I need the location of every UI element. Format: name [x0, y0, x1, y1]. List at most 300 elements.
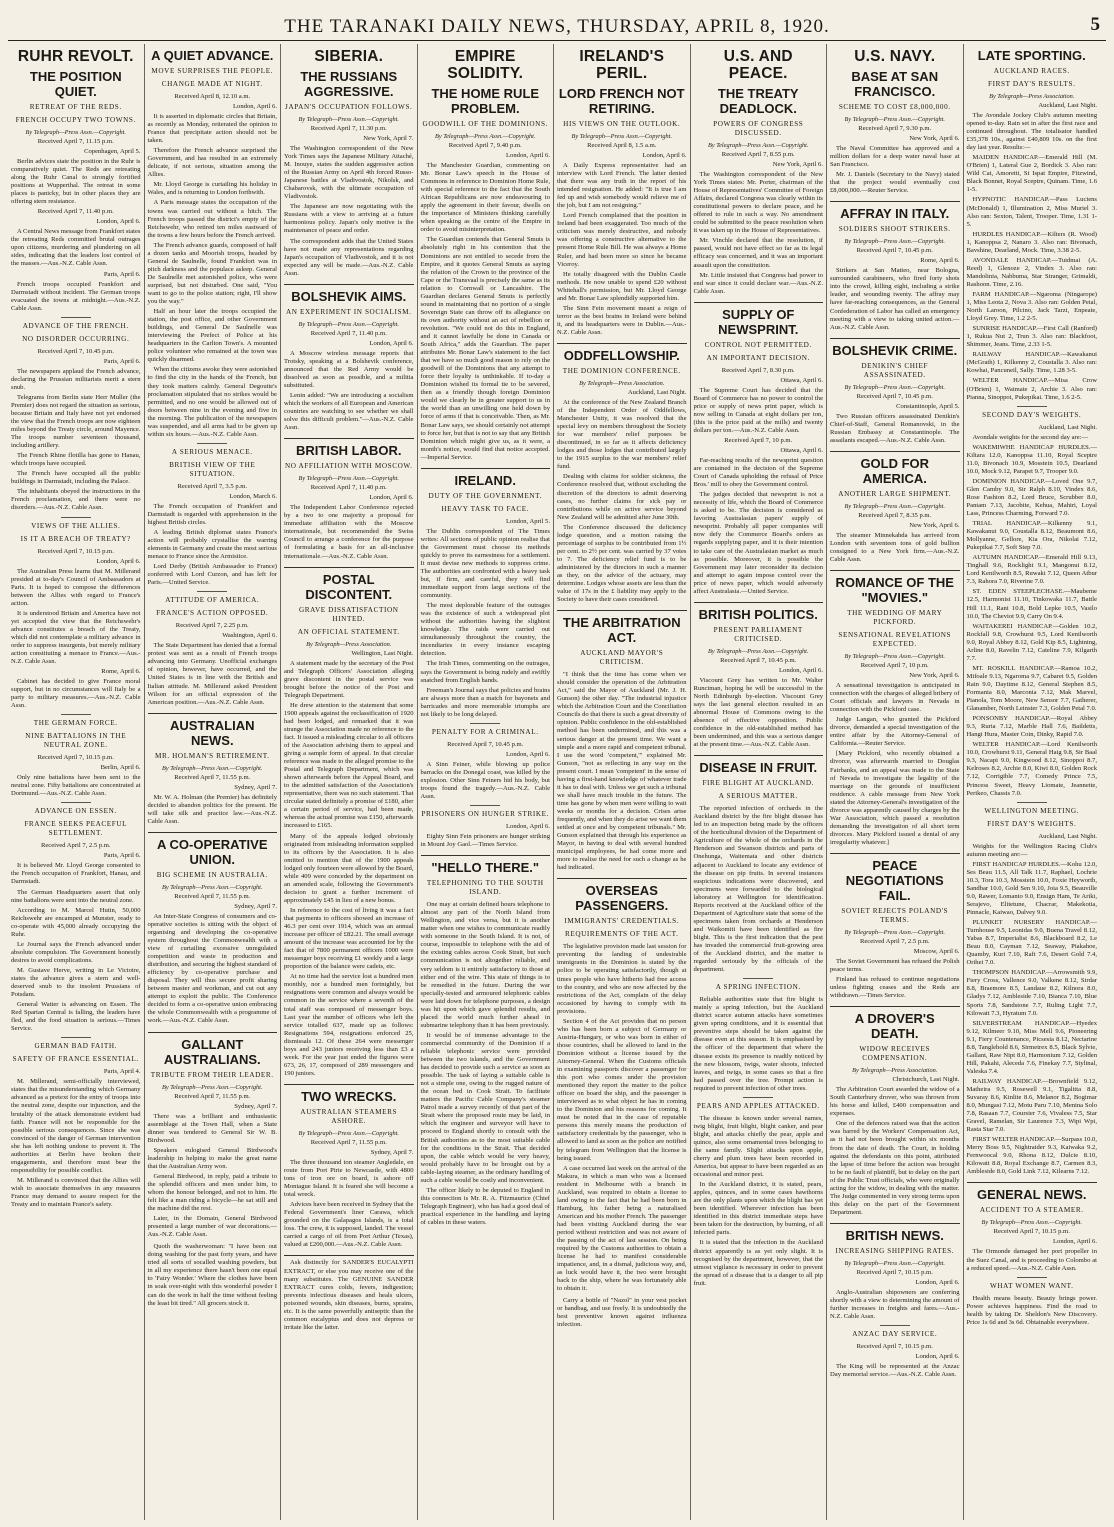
article-headline: GALLANT AUSTRALIANS. — [163, 1036, 261, 1067]
article-subheading: FRANCE SEEKS PEACEFUL SETTLEMENT. — [24, 820, 128, 838]
section-rule — [61, 517, 91, 518]
article-paragraph: The Soviet Government has refused the Polish peace terms. — [830, 957, 960, 974]
article-separator — [284, 1084, 414, 1085]
article-headline: GOLD FOR AMERICA. — [860, 455, 930, 486]
article-paragraph: A Sinn Feiner, while blowing up police barracks on the Donegal coast, was killed by the explosion. Other Sinn Feiners hid his body, but troops found the tragedy.—Aus.-N.Z. Cable Assn. — [420, 760, 550, 800]
article-paragraph: A Moscow wireless message reports that Trotsky, speaking at a Bolshevik conference, announced that the Red Army would be dissolved as soon as possible, and a militia substituted. — [284, 349, 414, 389]
article-paragraph: The French occupation of Frankfort and Darmstadt is regarded with apprehension in the highest British circles. — [147, 502, 277, 526]
dateline: London, April 6. — [506, 152, 550, 159]
dateline: New York, April 6. — [909, 135, 960, 142]
dateline: London, April 6. — [506, 823, 550, 831]
article-headline: LORD FRENCH NOT RETIRING. — [558, 86, 685, 116]
article-paragraph: The Naval Committee has approved and a million dollars for a deep water naval base at San Francisco. — [830, 145, 960, 169]
received-time: Received April 7, 9.30 p.m. — [858, 125, 932, 132]
article-paragraph: HURDLES HANDICAP.—Kilters (R. Wood) 1, Kanoppsa 2, Nanaro 3. Also ran: Bivonach, Bavshine, Dearland, Mock. Time, 3.38 2-5. — [966, 230, 1097, 254]
section-rule — [743, 1097, 773, 1098]
article-headline: IRELAND'S PERIL. — [579, 48, 665, 82]
dateline: Washington, April 6. — [222, 632, 277, 640]
article-headline: AUSTRALIAN NEWS. — [170, 717, 255, 748]
article-paragraph: The Independent Labor Conference rejected by a two to one majority a proposal for immediate affiliation with the Moscow internationale, but recommended the Swiss Council to arrange a conference for the purpose of formulating a basis for an all-inclusive internationale.—Aus.-N.Z. Cable Assn. — [284, 504, 414, 560]
article-paragraph: Mr. Lloyd George is curtailing his holiday in Wales, and is returning to London forthwith. — [147, 181, 277, 197]
page-number: 5 — [1090, 14, 1100, 35]
article-subheading: AUSTRALIAN STEAMERS ASHORE. — [300, 1107, 398, 1125]
byline: By Telegraph—Press Assn.—Copyright. — [434, 133, 536, 140]
article-paragraph: A Central News message from Frankfort states the retreating Reds committed brutal outrages upon citizens, murdering and plundering on all sides, indicating that the leaders lost control of the masses.—Aus.-N.Z. Cable Assn. — [11, 228, 141, 268]
dateline: Christchurch, Last Night. — [892, 1076, 960, 1084]
article-headline: ODDFELLOWSHIP. — [563, 347, 680, 363]
article-headline: PEACE NEGOTIATIONS FAIL. — [845, 857, 944, 903]
article-paragraph: DOMINION HANDICAP.—Loved One 9.7, Glen Camby 9.0, Sir Ralph 8.10, Vindex 8.6, Rose Fashion 8.2, Lord Bruce, Scrubber 8.0, Pantam 7.13, Jacobite, Kehua, Mahiri, Loyal Lass, Princess Charming, Forward 7.0. — [966, 477, 1097, 518]
article-subheading: PRESENT PARLIAMENT CRITICISED. — [713, 625, 803, 643]
article-paragraph: Reliable authorities state that fire blight is mainly a spring infection, but the Auckland district scarce autumn attacks have sometimes given spring conditions, and it is essential that preventive steps should be taken against the disease even at this season. It is emphasised by the officer of the department that where the disease exists its presence is readily noticed by the new blossom, twigs, water shoots, infected leaves, and twigs, in some cases so that a fire had passed over the tree. Prompt action is required to prevent infection of other trees. — [693, 996, 823, 1092]
article-headline: RUHR REVOLT. — [17, 48, 134, 65]
article-subheading: CONTROL NOT PERMITTED. — [704, 340, 812, 349]
article-paragraph: The Dublin correspondent of The Times writes: All sections of public opinion realise that the Government must choose its methods quickly to prove its earnestness for a settlement. It must devise new methods to suppress crime. The authorities are confronted with a heavy task but, if firm, and careful, they will find immediate support from large sections of the community. — [420, 527, 550, 600]
article-paragraph: The Guardian contends that General Smuts is absolutely right in his contention that the Dominions are not entitled to secede from the Empire, and it quotes General Smuts as saying the relation of the Crown to the province of the Cape or the Transvaal is precisely the same as its relation to Cornwall or Lancashire. The Guardian declares General Smuts is perfectly sound in maintaining that no portion of a single Sovereign State can throw off its allegiance on its own authority without an act of rebellion or revolution. "We could not do this in England, and it cannot lawfully be done in Canada or South Africa," adds the Guardian. The paper attributes Mr. Bonar Law's statement to the fact that we have so much good reason to rely on the goodwill of the Dominions that any attempt to force their loyalty is unthinkable. If to-day a Dominion wished its formal tie to be severed, then as a friendly though foreign Dominion would we clearly be in greater support to us in the world than an unwilling one held down by force of arms if that is conceivable. Then, as Mr. Bonar Law says, we should certainly not attempt to force her, but that is not to say that any British Dominion which might give us, as it were, a month's notice, would find that notice accepted.—Imperial Service. — [420, 236, 550, 461]
article-paragraph: Cabinet has decided to give France moral support, but in no circumstances will Italy be a party to military measures.—Aus.-N.Z. Cable Assn. — [11, 678, 141, 710]
article-paragraph: A Paris message states the occupation of the towns was carried out without a hitch. The French troops passed the district's empty of the Reichswehr, who retired ten miles eastward of the towns a few hours before the French arrived. — [147, 199, 277, 239]
article-headline: AFFRAY IN ITALY. — [840, 206, 950, 222]
article-paragraph: ST. EDEN STEEPLECHASE.—Maubeme 12.5, Harmonist 11.10, Tinkowaka 11.7, Battle Hill 11.1, Rani 10.8, Bold Lepke 10.5, Vasilo 10.0, The Cheviot 9.9, Carry On 9.4. — [966, 588, 1097, 620]
dateline: Sydney, April 7. — [370, 1148, 414, 1156]
article-subheading: AUCKLAND RACES. — [993, 67, 1070, 75]
received-time: Received April 7, 10.45 p.m. — [37, 347, 114, 355]
received-time: Received April 7, 8.35 p.m. — [858, 511, 932, 519]
dateline: Paris, April 6. — [103, 852, 141, 860]
dateline: New York, April 7. — [363, 135, 414, 142]
received-time: Received April 7, 3.5 p.m. — [177, 482, 248, 490]
article-paragraph: One of the defences raised was that the action was barred by the Workers' Compensation Act, as it had not been brought within six months from the date of death. The Court, in holding against the defendants on this point, attributed the lapse of time before the action was brought to be no fault of plaintiff, but to delay on the part of the Public Trust officials, who were originally acting for the widow, in dealing with the matter. The Judge commented in very strong terms upon this delay on the part of the Government Department. — [830, 1120, 960, 1216]
article-subheading: A SPRING INFECTION. — [715, 983, 801, 992]
article-paragraph: Half an hour later the troops occupied the station, the post office, and other Government buildings, and General De Saulnelle was interviewing the Prefect of Police at his headquarters in the Carlton Town's. A mounted police volunteer who remained at the town was quickly disarmed. — [147, 308, 277, 364]
article-subheading: WIDOW RECEIVES COMPENSATION. — [859, 1045, 931, 1063]
article-separator — [830, 570, 960, 571]
article-paragraph: Avondale weights for the second day are:— — [972, 433, 1089, 441]
article-paragraph: Weights for the Wellington Racing Club's autumn meeting are:— — [966, 842, 1097, 858]
article-paragraph: The most deplorable feature of the outrages was the existence of such a widespread plot without the authorities having the slightest knowledge. The raids were carried out simultaneously throughout the country, the incendiaries in every instance escaping detection. — [420, 602, 550, 658]
article-subheading: PENALTY FOR A CRIMINAL. — [431, 727, 539, 736]
dateline: London, March 6. — [229, 492, 277, 500]
dateline: London, April 6. — [369, 339, 414, 347]
article-paragraph: Carry a bottle of "Nazol" in your vest pocket or handbag, and use freely. It is undoubtedly the best preventive known against influenza infection. — [557, 1297, 687, 1329]
article-separator — [148, 1032, 278, 1033]
article-subheading: ANZAC DAY SERVICE. — [852, 1330, 938, 1339]
article-paragraph: Later, in the Domain, General Birdwood presented a large number of war decorations.—Aus.-N.Z. Cable Assn. — [147, 1215, 277, 1239]
article-paragraph: The newspapers applaud the French advance, declaring the Prussian militarists merit a stern snub. — [11, 367, 141, 391]
article-subheading: AUCKLAND MAYOR'S CRITICISM. — [580, 649, 664, 667]
received-time: Received April 7, 2.5 p.m. — [40, 842, 111, 850]
section-rule — [197, 443, 227, 444]
masthead — [8, 14, 1106, 41]
byline: By Telegraph—Press Assn.—Copyright. — [981, 1219, 1083, 1227]
article-subheading: ACCIDENT TO A STEAMER. — [979, 1206, 1084, 1215]
column-3 — [281, 44, 418, 1520]
article-paragraph: The King will be represented at the Anzac Day memorial service.—Aus.-N.Z. Cable Assn. — [830, 1363, 960, 1379]
article-paragraph: It would be of immense advantage to the commercial community of the Dominion if a reliable telephonic service were provided between the two islands, and the Government has decided to provide such a service as soon as possible. The task of laying a suitable cable is not a simple one, owing to the rugged nature of the ocean bed in Cook Strait. To facilitate matters the Pacific Cable Company's steamer Patrol made a survey recently of that part of the Strait where the proposed route may be laid, in which the engineer and surveyor will have to proceed to England shortly to consult with the British authorities as to the most suitable cable for the conditions in the Strait. That decided upon, the cable which would be very heavy, would probably have to be brought out by a cable-laying steamer, as the ordinary handling of such a cable would be costly and inconvenient. — [420, 1031, 550, 1184]
article-paragraph: The Washington correspondent of the New York Times states: Mr. Porter, chairman of the House of Representatives' Committee of Foreign Affairs, declared Congress was clearly within its constitutional powers to declare peace, and he offered to rule in such a way. No amendment could be submitted to the peace resolution when it was taken up in the House of Representatives. — [693, 171, 823, 235]
article-paragraph: M. Millerand, semi-officially interviewed, states that the misunderstanding which Germany advanced as a pretext for the entry of troops into the neutral zone, despite our injunction, and the brutality of the attack demonstrate evident bad faith. France will not be responsible for the possible serious consequences. Since she was convinced of the danger of German intervention she has left nothing undone to prevent it. The authorities at Berlin have broken their engagements, and therefore must bear the responsibility for possible conflict. — [11, 1078, 141, 1174]
article-paragraph: The correspondent adds that the United States have not made any representations regarding Japan's occupation of Vladivostok, and it is not expected any will be made.—Aus.-N.Z. Cable Assn. — [284, 237, 414, 277]
article-subheading: ADVANCE OF THE FRENCH. — [22, 321, 129, 330]
article-separator — [148, 713, 278, 714]
received-time: Received April 7, 10 p.m. — [724, 436, 793, 444]
article-separator — [830, 201, 960, 202]
article-separator — [284, 567, 414, 568]
article-separator — [830, 338, 960, 339]
article-headline: IRELAND. — [454, 472, 516, 488]
article-headline: THE RUSSIANS AGGRESSIVE. — [300, 69, 398, 99]
article-separator — [148, 832, 278, 833]
received-time: Received April 7, 10.15 p.m. — [856, 1268, 933, 1276]
article-paragraph: The Arbitration Court awarded the widow of a South Canterbury drover, who was thrown from his horse and killed, £400 compensation and expenses. — [830, 1086, 960, 1118]
column-8 — [964, 44, 1101, 1520]
column-2 — [145, 44, 282, 1520]
article-paragraph: Therefore the French advance surprised the Government, and has resulted in an extremely delicate, if not serious, situation among the Allies. — [147, 147, 277, 179]
article-paragraph: AVONDALE HANDICAP.—Tuidmai (A. Reed) 1, Glenoze 2, Vindex 3. Also ran: Mandolinia, Nabbuma, Star Stranger, Grimaldi, Rashoon. Time, 2.16. — [966, 256, 1097, 288]
article-subheading: VIEWS OF THE ALLIES. — [31, 521, 121, 530]
dateline: Auckland, Last Night. — [627, 388, 687, 396]
article-subheading: JAPAN'S OCCUPATION FOLLOWS. — [285, 103, 413, 111]
article-paragraph: The Manchester Guardian, commenting on Mr. Bonar Law's speech in the House of Commons in reference to Dominion Home Rule, with special reference to the fact that the South African Republicans are now endeavouring to apply the agreement in their favour, dwells on the importance of Ministers thinking carefully when speaking as the centre of the Empire in order to avoid misinterpretation. — [420, 162, 550, 234]
article-headline: "HELLO THERE." — [431, 860, 540, 876]
article-headline: EMPIRE SOLIDITY. — [447, 48, 524, 82]
article-headline: POSTAL DISCONTENT. — [305, 571, 393, 602]
article-headline: BRITISH NEWS. — [845, 1227, 944, 1243]
article-subheading: SENSATIONAL REVELATIONS EXPECTED. — [838, 631, 952, 649]
article-headline: THE HOME RULE PROBLEM. — [431, 86, 540, 116]
article-separator — [830, 853, 960, 854]
received-time: Received April 7, 10.15 p.m. — [37, 754, 114, 762]
article-paragraph: The Avondale Jockey Club's autumn meeting opened to-day. Rain set in after the first race and continued throughout. The totalisator handled £35,378 10s., against £40,809 10s. on the first day last year. Results:— — [966, 112, 1097, 152]
article-paragraph: M. Gustave Herve, writing in Le Victoire, states the advance gives a stern and well-deserved snub to the insolent Prussians of Potsdam. — [11, 966, 141, 999]
article-paragraph: M. Millerand is convinced that the Allies will wish to associate themselves in any measures France may demand to assure respect for the Treaty and to maintain France's safety. — [11, 1176, 141, 1209]
byline: By Telegraph—Press Assn.—Copyright. — [571, 133, 673, 140]
article-paragraph: The Japanese are now negotiating with the Russians with a view to arriving at a future harmonious policy. Japan's only motive is the maintenance of peace and order. — [284, 203, 414, 235]
article-paragraph: The judges decided that newsprint is not a necessity of life, which the Board of Commerce is asked to be. The decision is considered as favoring Australasian papers' supply of newsprint. Probably all paper companies will now defy the Commerce Board's orders as regards supplying paper, and it is their intention to take care of the Australasian market as much as possible. Moreover, it is possible the Government may later reconsider its decision and attempt to again impose control over the price of news paper, which would adversely affect Australasia.—United Service. — [693, 491, 823, 595]
article-subheading: FIRST DAY'S RESULTS. — [987, 80, 1076, 88]
article-paragraph: Finland has refused to continue negotiations unless fighting ceases and the Reds are withdrawn.—Times Service. — [830, 976, 960, 1000]
article-subheading: PRISONERS ON HUNGER STRIKE. — [421, 810, 550, 819]
received-time: Received April 7, 2.5 p.m. — [859, 937, 930, 945]
article-paragraph: Berlin advices state the position in the Ruhr is comparatively quiet. The Reds are retreating along the Ruhr Canal to strongly fortified positions at Wupperthal. The retreat in some places is panicky, but in other places they are offering stern resistance. — [11, 158, 141, 206]
article-paragraph: A sensational investigation is anticipated in connection with the charges of alleged bribery of Court officials and lawyers in Nevada in connection with the Pickford case. — [830, 682, 960, 714]
article-subheading: A SERIOUS MATTER. — [718, 792, 798, 801]
byline: By Telegraph—Press Association. — [852, 1067, 938, 1075]
received-time: Received April 7, 2.25 p.m. — [175, 622, 249, 630]
article-paragraph: There was a brilliant and enthusiastic assemblage at the Town Hall, when a State dinner was tendered to General Sir W. B. Birdwood. — [147, 1112, 277, 1144]
article-subheading: RETREAT OF THE REDS. — [29, 103, 122, 111]
article-headline: U.S. NAVY. — [854, 48, 936, 65]
byline: By Telegraph—Press Association. — [306, 640, 392, 648]
dateline: London, April 6. — [915, 1353, 960, 1361]
article-paragraph: Advices have been received in Sydney that the Federal Government's liner Carawa, which grounded on the Galapagos Islands, is a total loss. The crew, it is supposed, landed. The vessel carried a cargo of oil from Port Arthur (Texas), valued at £200,000.—Aus.-N.Z. Cable Assn. — [284, 1201, 414, 1249]
byline: By Telegraph—Press Assn.—Copyright. — [161, 764, 263, 772]
article-subheading: SCHEME TO COST £8,000,000. — [838, 103, 951, 111]
article-subheading: FRANCE'S ACTION OPPOSED. — [156, 609, 269, 618]
article-subheading: BIG SCHEME IN AUSTRALIA. — [156, 870, 268, 879]
received-time: Received April 8, 1.5 a.m. — [587, 142, 657, 149]
dateline: London, April 6. — [96, 218, 141, 226]
article-paragraph: French troops occupied Frankfort and Darmstadt without incident. The German troops evacuated the towns at midnight.—Aus.-N.Z. Cable Assn. — [11, 280, 141, 312]
article-paragraph: THOMPSON HANDICAP.—Arrowsmith 9.9, Fiery Cross, Vallence 9.0, Valkene 8.12, Sirdar 8.8, Braemore 8.5, Landaue 8.2, Kilnora 8.0, Gladys 7.12, Ambleside 7.10, Bianca 7.10, Blue Sports 7.8, Sandstone 7.7, Ruling Light 7.7, Kilowatt 7.3, Hyratum 7.0. — [966, 969, 1097, 1017]
article-separator — [421, 468, 551, 469]
column-4 — [418, 44, 555, 1520]
byline: By Telegraph—Press Assn.—Copyright. — [844, 928, 946, 936]
article-paragraph: Mr. J. Daniels (Secretary to the Navy) stated that the project would eventually cost £8,000,000.—Reuter Service. — [830, 171, 960, 195]
article-subheading: NO AFFILIATION WITH MOSCOW. — [284, 462, 413, 471]
dateline: Paris, April 6. — [103, 357, 141, 365]
article-paragraph: TRIAL HANDICAP.—Kilkenny 9.1, Kawakanui 9.0, Coustalla 8.12, Beaumont 8.6, Mollyanne, Gellore, Kia Ora, Nikolai 7.12, Pukepikai 7.7, Soft Step 7.0. — [966, 520, 1097, 552]
article-paragraph: According to M. Marcel Hutin, 50,000 Reichswehr are encamped at Munster, ready to co-operate with 45,000 already occupying the Ruhr. — [11, 906, 141, 938]
received-time: Received April 7, 11.55 p.m. — [310, 1138, 387, 1146]
article-paragraph: The Conference discussed the deficiency lodge question, and a motion raising the percentage of surplus to be contributed from 1½ per cent. to 2½ per cent. was carried by 37 votes to 7. The deficiency relief fund is to be administered by the directors in such a manner as they, on the advice of the actuary, may determine. Lodges whose assets are less than the value of 17s in the £ liability may apply to the Society to have their cases considered. — [557, 523, 687, 604]
article-paragraph: SILVERSTREAM HANDICAP.—Hyedex 9.12, Kilmeer 9.10, Miss Mell 9.6, Pioneering 9.1, Fiery Countenance, Picsesia 8.12, Nectarine 8.8, Tanglehold 8.6, Sirmetrex 8.5, Black Sylvie, Gallant, Raw Nipt 8.0, Harmonium 7.12, Golden Hill, Pakahi, Aleceda 7.6, Finekay 7.7, Stylinal, Valeska 7.4. — [966, 1019, 1097, 1075]
article-headline: OVERSEAS PASSENGERS. — [575, 883, 669, 914]
article-headline: GENERAL NEWS. — [976, 1187, 1087, 1203]
article-separator — [284, 284, 414, 285]
article-subheading: SAFETY OF FRANCE ESSENTIAL. — [12, 1055, 139, 1064]
dateline: Sydney, April 7. — [234, 783, 277, 791]
article-paragraph: Mr. Vinchle declared that the resolution, if passed, would not have effect so far as its legal efficacy was concerned, and it was an important assault upon the constitution. — [693, 237, 823, 269]
byline: By Telegraph—Press Assn.—Copyright. — [161, 1083, 263, 1091]
article-subheading: A SERIOUS MENACE. — [171, 447, 253, 456]
article-headline: U.S. AND PEACE. — [723, 48, 793, 82]
received-time: Received April 7, 9.40 p.m. — [448, 142, 522, 149]
article-subheading: CHANGE MADE AT NIGHT. — [161, 80, 263, 88]
section-rule — [61, 1037, 91, 1038]
section-rule — [61, 802, 91, 803]
article-subheading: THE GERMAN FORCE. — [33, 719, 118, 728]
received-time: Received April 7, 10.15 p.m. — [993, 1228, 1070, 1236]
article-paragraph: The Supreme Court has decided that the Board of Commerce has no power to control the price or supply of news print paper, which is now selling in Canada at eight dollars per ton, (this is the price paid at the mills) and twenty dollars per ton.—Aus.-N.Z. Cable Assn. — [693, 386, 823, 434]
byline: By Telegraph—Press Association. — [989, 93, 1075, 100]
article-paragraph: Eighty Sinn Fein prisoners are hunger striking in Mount Joy Gaol.—Times Service. — [420, 833, 550, 849]
article-paragraph: The French have occupied all the public buildings in Darmstadt, including the Palace. — [11, 470, 141, 486]
dateline: London, April 5. — [506, 517, 550, 525]
article-headline: BASE AT SAN FRANCISCO. — [851, 69, 939, 99]
received-time: Received April 7, 10.45 p.m. — [856, 392, 933, 400]
article-separator — [967, 1182, 1098, 1183]
dateline: Auckland, Last Night. — [1038, 102, 1097, 109]
dateline: New York, April 6. — [909, 672, 960, 680]
article-paragraph: PLUNKET NURSERY HANDICAP.—Turnhouse 9.5, Leonidas 9.0, Buena Travel 8.12, Yabas 8.7, Imperialist 8.6, Blackboard 8.2, Le Beau 8.0, Cayman 7.12, Seaway, Piakahoe, Quamby, Kuri 7.10, Raft 7.6, Desert Gold 7.4, Orihei 7.0. — [966, 919, 1097, 967]
article-headline: SUPPLY OF NEWSPRINT. — [718, 306, 799, 337]
section-rule — [470, 805, 500, 806]
article-paragraph: General Birdwood, in reply, paid a tribute to the splendid officers and men under him, to whom the honour belonged, and not to him. He felt like a man riding a bicycle—he sat still and the machine did the rest. — [147, 1172, 277, 1213]
article-subheading: ATTITUDE OF AMERICA. — [165, 596, 260, 605]
section-rule — [1017, 1277, 1047, 1278]
article-separator — [694, 302, 824, 303]
dateline: London, April 6. — [1053, 1238, 1097, 1246]
article-paragraph: The three thousand ton steamer Angledale, en route from Port Pirie to Newcastle, with 4800 tons of iron ore on board, is ashore off Montague Island. It is feared she will become a total wreck. — [284, 1158, 414, 1199]
article-paragraph: He totally disagreed with the Dublin Castle methods. He now unable to spend £20 without Whitehall's permission, but Mr. Lloyd George and Mr. Bonar Law splendidly supported him. — [557, 270, 687, 302]
article-paragraph: Ask distinctly for SANDER'S EUCALYPTI EXTRACT, or else you may receive one of the many substitutes. The GENUINE SANDER EXTRACT cures colds, fevers, indigestion; prevents infectious diseases and heals ulcers, poisoned wounds, skin diseases, burns, sprains, etc. It is the same powerfully antiseptic than the common eucalyptus and does not depress or irritate like the latter. — [284, 1259, 414, 1331]
article-subheading: PEARS AND APPLES ATTACKED. — [696, 1101, 820, 1110]
received-time: Received April 7, 11.55 p.m. — [174, 1092, 251, 1100]
article-paragraph: Only nine battalions have been sent to the neutral zone. Fifty battalions are concentrated at Dortmund.—Aus.-N.Z. Cable Assn. — [11, 774, 141, 798]
dateline: London, April 6. — [642, 152, 687, 159]
article-subheading: FRENCH OCCUPY TWO TOWNS. — [15, 116, 136, 124]
masthead-title: THE TARANAKI DAILY NEWS, THURSDAY, APRIL 8, 1920. — [284, 16, 830, 37]
article-paragraph: The State Department has denied that a formal protest was sent as a result of French troops advancing into Germany. Unofficial exchanges of opinion, however, have occurred, and the United States is in line with the British and Italian attitude. M. Millerand asked President Wilson for an official expression of the American position.—Aus.-N.Z. Cable Assn. — [147, 642, 277, 706]
byline: By Telegraph—Press Assn.—Copyright. — [844, 653, 946, 661]
article-subheading: INCREASING SHIPPING RATES. — [835, 1246, 955, 1255]
received-time: Received April 7, 10.15 p.m. — [37, 547, 114, 555]
dateline: Constantinople, April 5. — [896, 402, 960, 410]
section-rule — [880, 1325, 910, 1326]
received-time: Received April 7, 11.40 p.m. — [37, 208, 114, 216]
article-headline: THE ARBITRATION ACT. — [562, 615, 681, 646]
byline: By Telegraph—Press Assn.—Copyright. — [844, 1259, 946, 1267]
received-time: Received April 7, 8.55 p.m. — [721, 151, 795, 158]
byline: By Telegraph—Press Assn.—Copyright. — [844, 116, 946, 123]
article-subheading: WHAT WOMEN WANT. — [989, 1281, 1074, 1290]
received-time: Received April 7, 10 p.m. — [860, 662, 929, 670]
article-paragraph: RAILWAY HANDICAP.—Kawakanui (McGrath) 1, Kilkenny 2, Coustalla 3. Also ran: Kowhai, Pancuneil, Sally. Time, 1.28 3-5. — [966, 351, 1097, 375]
received-time: Received April 7, 10.45 p.m. — [447, 740, 524, 748]
article-subheading: AN OFFICIAL STATEMENT. — [297, 627, 400, 636]
received-time: Received April 7, 8.30 p.m. — [721, 366, 795, 374]
byline: By Telegraph—Press Assn.—Copyright. — [298, 116, 400, 123]
article-paragraph: When the citizens awoke they were astonished to find the city in the hands of the French, but they took matters calmly. General Degoutte's proclamation stipulated that no strikes would be permitted, and no one would be allowed out of doors between nine in the evening and five in the morning. The publication of the newspapers was suspended, and all arms had to be given up within six hours.—Aus.-N.Z. Cable Assn. — [147, 366, 277, 438]
dateline: Copenhagen, April 5. — [84, 148, 141, 155]
article-paragraph: HYPNOTIC HANDICAP.—Pass Luciens (McDonald) 1, Illumination 2, Miss Muriel 3. Also ran: Sexton, Talent, Trooper. Time, 1.31 1-5. — [966, 196, 1097, 228]
article-headline: ROMANCE OF THE "MOVIES." — [835, 575, 954, 606]
article-separator — [694, 602, 824, 603]
dateline: Rome, April 6. — [920, 257, 960, 265]
article-separator — [830, 1006, 960, 1007]
section-rule — [743, 978, 773, 979]
article-paragraph: Judge Langan, who granted the Pickford divorce, demanded a special investigation of the entire affair by the Attorney-General of California.—Reuter Service. — [830, 716, 960, 748]
article-subheading: HIS VIEWS ON THE OUTLOOK. — [563, 120, 681, 128]
article-paragraph: A leading British diplomat states France's action will probably crystallise the warring elements in Germany and create the most serious menace to France since the Armistice. — [147, 528, 277, 561]
article-paragraph: The Ormonde damaged her port propeller in the Suez Canal, and is proceeding to Colombo at a reduced speed.—Aus.-N.Z. Cable Assn. — [966, 1248, 1097, 1272]
article-paragraph: The Australian Press learns that M. Millerand presided at to-day's Council of Ambassadors at Paris. It is hoped to compose the differences between the Allies with regard to France's action. — [11, 567, 141, 607]
received-time: Received April 7, 10.45 p.m. — [856, 247, 933, 255]
article-paragraph: The French Rhine flotilla has gone to Hanau, which troops have occupied. — [11, 452, 141, 468]
byline: By Telegraph—Press Assn.—Copyright. — [298, 320, 400, 328]
article-paragraph: The Irish Times, commenting on the outrages, says the Government is being rudely and swiftly snatched from English hands. — [420, 660, 550, 684]
article-subheading: DENIKIN'S CHIEF ASSASSINATED. — [861, 361, 929, 379]
article-paragraph: Dealing with claims for soldier sickness, the Conference resolved that, without excluding the discretion of the directors to admit deserving cases, no further claims for sick pay or contributions while on active service beyond New Zealand will be admitted after June 30th. — [557, 473, 687, 521]
dateline: London, April 6. — [96, 557, 141, 565]
article-paragraph: The legislative provision made last session for preventing the landing of undesirable immigrants in the Dominion is stated by the police to be operating satisfactorily, though at times people who have hitherto had free access to the country, and who are now affected by the restrictions of the Act, complain of the delay occasioned by having to comply with its provisions. — [557, 943, 687, 1015]
article-paragraph: WAITAKEREI HANDICAP.—Golden 10.2, Rockfall 9.8, Crowhurst 9.5, Lord Kenilworth 9.0, Royal Abbey 8.12, Gold Kip 8.5, Lightning, Arline 8.0, Ravelin 7.12, Cateline 7.9, Kilgarth 7.7. — [966, 622, 1097, 662]
article-paragraph: Speakers eulogised General Birdwood's leadership in helping to make the great name that the Australian Army won. — [147, 1146, 277, 1170]
dateline: Ottawa, April 6. — [780, 446, 823, 454]
columns — [8, 44, 1106, 1520]
article-headline: A CO-OPERATIVE UNION. — [156, 836, 268, 867]
article-paragraph: In the Auckland district, it is stated, pears, apples, quinces, and in some cases hawthorns are the only plants upon which the blight has yet been identified. Wherever infection has been identified in this district immediate steps have been taken for the destruction, by burning, of all infected parts. — [693, 1181, 823, 1237]
article-separator — [557, 343, 687, 344]
dateline: Ottawa, April 6. — [780, 376, 823, 384]
article-paragraph: The reported infection of orchards in the Auckland district by the fire blight disease has led to an inspection being made by the officers of the horticultural division of the Department of Agriculture of the whole of the orchards in the Henderson and Swanson districts and parts of Onehunga, Waitemata and other districts adjacent to Auckland to locate any evidence of the disease on pip fruits. In several instances suspicious indications were discovered, and specimens were forwarded to the biological laboratory at Wellington for identification. Reports received at the Auckland office of the Department of Agriculture state that some of the specimens taken from orchards at Henderson and Waikomiti have been identified as fire blight. This is the first indication that the pest has invaded the commercial fruit-growing area of the Auckland district, and the matter is regarded seriously by the officials of the department. — [693, 805, 823, 974]
dateline: Rome, April 6. — [101, 668, 141, 676]
article-paragraph: Le Journal says the French advanced under absolute compulsion. The Government honestly desires to avoid complications. — [11, 940, 141, 964]
column-1 — [8, 44, 145, 1520]
article-headline: A DROVER'S DEATH. — [854, 1011, 935, 1042]
article-paragraph: The Washington correspondent of the New York Times says the Japanese Military Attaché, M. Inouye, states the sudden aggressive action of the Russian Army on April 4th forced Russo-Japanese battles at Vladivostok, Nikolsk, and Chabarovsk, with the ultimate occupation of Vladivostok. — [284, 145, 414, 201]
dateline: Moscow, April 6. — [913, 947, 960, 955]
article-paragraph: It is asserted in diplomatic circles that Britain, as recently as Monday, reiterated the opinion to France that precipitate action should not be taken. — [147, 113, 277, 145]
dateline: New York, April 6. — [909, 521, 960, 529]
dateline: London, April 6. — [779, 666, 823, 674]
article-subheading: IS IT A BREACH OF TREATY? — [20, 534, 131, 543]
received-time: Received April 7, 11.40 p.m. — [310, 329, 387, 337]
article-paragraph: MT. ROSKILL HANDICAP.—Ramoa 10.2, Mifoale 9.13, Ngaroma 9.7, Cabaret 9.5, Golden Rain 9.0, Daytime 8.12, General Stephen 8.5, Formania 8.0, Marconia 7.12, Mak Marvel, Pianola, Tom Moore, New Sensor 7.7, Gatherer, Glanamber, North Leinster 7.3, Golden Petal 7.0. — [966, 664, 1097, 713]
article-paragraph: Lenin added: "We are introducing a socialism which the workers of all European and American countries are watching to see whether we shall solve this difficult problem."—Aus.-N.Z. Cable Assn. — [284, 391, 414, 432]
article-paragraph: It is believed Mr. Lloyd George consented to the French occupation of Frankfort, Hanau, and Darmstadt. — [11, 862, 141, 886]
received-time: Received April 7, 11.55 p.m. — [174, 892, 251, 900]
column-6 — [691, 44, 828, 1520]
article-subheading: AN IMPORTANT DECISION. — [706, 353, 810, 362]
article-paragraph: Telegrams from Berlin state Herr Muller (the Premier) does not regard the situation as serious, because Britain and Italy have not yet endorsed the view that the French troops are now eighteen miles beyond the Treaty circle, around Mayence. The troops number seventeen thousand, including artillery. — [11, 393, 141, 450]
article-paragraph: He drew attention to the statement that some 1900 appeals against the reclassification of 1920 had been lodged, and remarked that it was strange the Association made no reference to the fact. It issued a misleading circular to all officers of the Association advising them to appeal and giving a sample form of appeal. In that circular reference was made to the alleged promise to the Postal and Telegraph Department, which was shown afterwards before the Appeal Board, and to the admitted satisfaction of the Association's representative, there was no such statement. That circular stated definitely a promise of £180, after a certain period of service, had been made, whereas the actual promise was £150, afterwards increased to £165. — [284, 701, 414, 830]
article-paragraph: At the conference of the New Zealand Branch of the Independent Order of Oddfellows, Manchester Unity, it was resolved that the special levy on members throughout the Society for war members' relief purposes be discontinued, in so far as it affects deficiency lodges and those lodges that contributed largely to the 1915 surplus to the war members' relief fund. — [557, 398, 687, 471]
section-rule — [61, 714, 91, 715]
article-paragraph: WAKEMIWHE HANDICAP HURDLES.—Kiltara 12.0, Kanoppsa 11.10, Royal Sceptre 11.0, Bivonach 10.9, Mosstein 10.5, Dearland 10.0, Mock 9.12, Parapet 9.7, Trooper 9.0. — [966, 443, 1097, 475]
article-paragraph: It is stated that the infection in the Auckland district apparently is as yet only slight. It is recognised by the department, however, that the utmost vigilance is necessary in order to prevent the spread of a disease that is a danger to all pip fruit. — [693, 1239, 823, 1287]
article-paragraph: FIRST HANDICAP HURDLES.—Kohu 12.0, Ses Beau 11.5, All Talk 11.7, Raphael, Lochrie 10.3, Tora 10.3, Mosstein 10.0, Foxie Heyworth, Sandbar 10.0, Gold Sen 9.10, Joia 9.5, Beauville 9.0, Rawer, Lomanto 9.0, Ensign Ham, Te Ariki, Serajevo, Elitetune, Chacrar, Makekotia, Pinnacle, Kaiwao, Dalvey 9.0. — [966, 860, 1097, 916]
dateline: Auckland, Last Night. — [1038, 832, 1097, 840]
article-separator — [557, 878, 687, 879]
article-paragraph: Mr. Little insisted that Congress had power to end war since it could declare war.—Aus.-N.Z. Cable Assn. — [693, 271, 823, 295]
article-paragraph: Freeman's Journal says that policies and brains are always more than a match for bayonets and barricades and more memorable triumphs are not likely to be long delayed. — [420, 686, 551, 718]
dateline: London, April 6. — [506, 750, 550, 758]
article-paragraph: RAILWAY HANDICAP.—Brownfield 9.12, Matheira 9.5, Rosewell 9.1, Tigalitta 8.8, Suvaray 8.6, Kinlite 8.6, Melanor 8.2, Bogimar 8.0, Mungasi 7.12, Motu Paru 7.10, Menina Solo 7.8, Rasaan 7.7, Coursier 7.6, Vivaless 7.5, Star Gravel, Ramelan, Sir Laurence 7.3, Wipi Wpi, Rasta Star 7.0. — [966, 1077, 1097, 1134]
article-paragraph: Health means beauty. Beauty brings power. Power achieves happiness. Find the road to health by taking Dr. Sheldon's New Discovery. Price 1s 6d and 3s 6d. Obtainable everywhere. — [966, 1294, 1097, 1326]
article-subheading: SOLDIERS SHOOT STRIKERS. — [838, 225, 951, 234]
byline: By Telegraph—Press Assn.—Copyright. — [707, 142, 809, 149]
article-headline: DISEASE IN FRUIT. — [699, 760, 818, 776]
article-subheading: REQUIREMENTS OF THE ACT. — [564, 930, 679, 939]
article-subheading: ADVANCE ON ESSEN. — [34, 807, 117, 816]
article-paragraph: Lord French complained that the position in Ireland had been exaggerated. Too much of the criticism was merely destructive, and nobody was offering a constructive alternative to the present Home Rule Bill. He was always a Home Ruler, and had been more so since he became Viceroy. — [557, 212, 687, 268]
dateline: New York, April 6. — [772, 161, 823, 168]
article-paragraph: An Inter-State Congress of consumers and co-operative societies is sitting with the object of organising and developing the co-operative system throughout the Commonwealth with a view of curtailing excessive unregulated competition and waste in production and distribution, and securing the highest standard of efficiency by co-operative purchase and disposal. They will thus secure profit sharing between master and workman, and cut out any attempt to exploit the public. The Conference decided to form a co-operative union embracing the whole Commonwealth with a programme of work.—Aus.-N.Z. Cable Assn. — [147, 912, 277, 1025]
article-paragraph: SUNRISE HANDICAP.—First Call (Ranford) 1, Rukua Nut 2, Trun 3. Also ran: Blackfoot, Shimmer, Jeans. Time, 2.33 1-5. — [966, 325, 1097, 349]
article-paragraph: The Sinn Fein movement meant a reign of terror as the best brains in Ireland were behind it, and its headquarters were in Dublin.—Aus.-N.Z. Cable Assn. — [557, 304, 687, 336]
article-paragraph: At no time had the service lost a hundred men monthly, nor a hundred men fortnightly, but resignations were common and always would be common in the service where a seventh of the total staff was composed of messenger boys. Last year the number of officers who left the service totalled 637, made up as follows: Resignations 594, resignations enforced 25, dismissals 12. Of these 264 were messenger boys and 243 juniors receiving less than £3 a week. For the year just ended the figures were 673, 26, 17, composed of 289 messengers and 190 juniors. — [284, 973, 414, 1077]
article-subheading: THE WEDDING OF MARY PICKFORD. — [847, 609, 943, 627]
dateline: London, April 6. — [915, 1278, 960, 1286]
column-5 — [554, 44, 691, 1520]
article-paragraph: Strikers at San Matteo, near Bologna, surrounded carabineers, who fired forty shots into the crowd, killing eight, including a strike leader, and wounding twenty. The affray may have far-reaching consequences, as the General Confederation of Labor has called an emergency meeting with a view to taking united action.—Aus.-N.Z. Cable Assn. — [830, 267, 960, 331]
byline: By Telegraph—Press Association. — [579, 379, 665, 387]
article-subheading: FIRE BLIGHT AT AUCKLAND. — [702, 779, 815, 788]
byline: By Telegraph—Press Assn.—Copyright. — [161, 883, 263, 891]
byline: By Telegraph—Press Assn.—Copyright. — [844, 383, 946, 391]
byline: By Telegraph—Press Assn.—Copyright. — [844, 238, 946, 246]
byline: By Telegraph—Press Assn.—Copyright. — [298, 475, 400, 483]
byline: By Telegraph—Press Assn.—Copyright. — [844, 502, 946, 510]
article-paragraph: Anglo-Australian shipowners are conferring shortly with a view to determining the amount of further increases in freights and fares.—Aus.-N.Z. Cable Assn. — [830, 1288, 960, 1321]
article-subheading: NINE BATTALIONS IN THE NEUTRAL ZONE. — [25, 732, 127, 750]
article-paragraph: WELTER HANDICAP.—Lord Kenilworth 10.0, Crowhurst 9.11, General Haig 9.8, Sir Baal 9.3, Nacapi 9.0, Kingwood 8.12, Sinoppoi 8.7, Kelroses 8.2, Archie 8.0, Kiwi 8.0, Golden Rock 7.12, Corrigible 7.7, Comedy Prince 7.5, Princess Sweet, Heavy Liomate, Jeannette, Perikeo, Chassis 7.0. — [966, 741, 1097, 797]
article-paragraph: "I think that the time has come when we should consider the operation of the Arbitration Act," said the Mayor of Auckland (Mr. J. H. Gunson) the other day. "The industrial injustice which the Arbitration Court and the Conciliation Councils do that there is such a great diversity of opinion. Public confidence in the old-established method has been undermined, and this was a serious danger at the present time. We want a simple and a more rapid and competent tribunal. I use the word 'competent,'" explained Mr. Gunson, "not as reflecting in any way on the present court. I mean 'competent' in the sense of having a first-hand knowledge of whatever trade it has to deal with. Unless we get such a tribunal we shall have much trouble in the future. The time has gone by when men were willing to wait weeks or months for a decision. Crises arise frequently, and when they do arise we want them settled at once and by competent tribunals." Mr. Gunson explained that through his experience as Mayor, in having to deal with several hundred municipal employees, he had come more and more to realise the need for such a change as he had indicated. — [557, 671, 687, 872]
article-separator — [830, 451, 960, 452]
article-subheading: AN EXPERIMENT IN SOCIALISM. — [286, 307, 412, 316]
article-subheading: BRITISH VIEW OF THE SITUATION. — [169, 460, 256, 478]
article-paragraph: FIRST WELTER HANDICAP.—Surpass 10.0, Merry Boss 9.5, Nightraider 9.3, Kaiwaka 9.2, Fernwoocal 9.0, Rhona 8.12, Dulcie 8.10, Kilowatt 8.8, Royal Exchange 8.7, Carmen 8.3, Ambleside 8.0, Gold Link 7.12, Kilearns 7.12. — [966, 1136, 1097, 1176]
article-paragraph: One may at certain defined hours telephone to almost any part of the North Island from Wellington, and vice versa, but it is another matter when one wishes to communicate readily with someone in the South Island. It is not, of course, impossible to telephone with the aid of the existing cables across Cook Strait, but such communication is not altogether reliable, and very seldom is it entirely satisfactory to those at either end of the wire. This state of things is to be remedied in the future. During the war specially-tested and armoured telephonic cables were laid down for telephone purposes, a design was hit upon which gave splendid results, and placed the world much further ahead in submarine telephony than it has been previously. — [420, 901, 550, 1029]
article-subheading: GOODWILL OF THE DOMINIONS. — [422, 120, 548, 128]
article-headline: THE TREATY DEADLOCK. — [717, 86, 799, 116]
received-time: Received April 8, 12.10 a.m. — [174, 93, 251, 100]
article-subheading: SOVIET REJECTS POLAND'S TERMS. — [841, 906, 949, 924]
section-rule — [1017, 406, 1047, 407]
received-time: Received April 7, 11.55 p.m. — [174, 773, 251, 781]
